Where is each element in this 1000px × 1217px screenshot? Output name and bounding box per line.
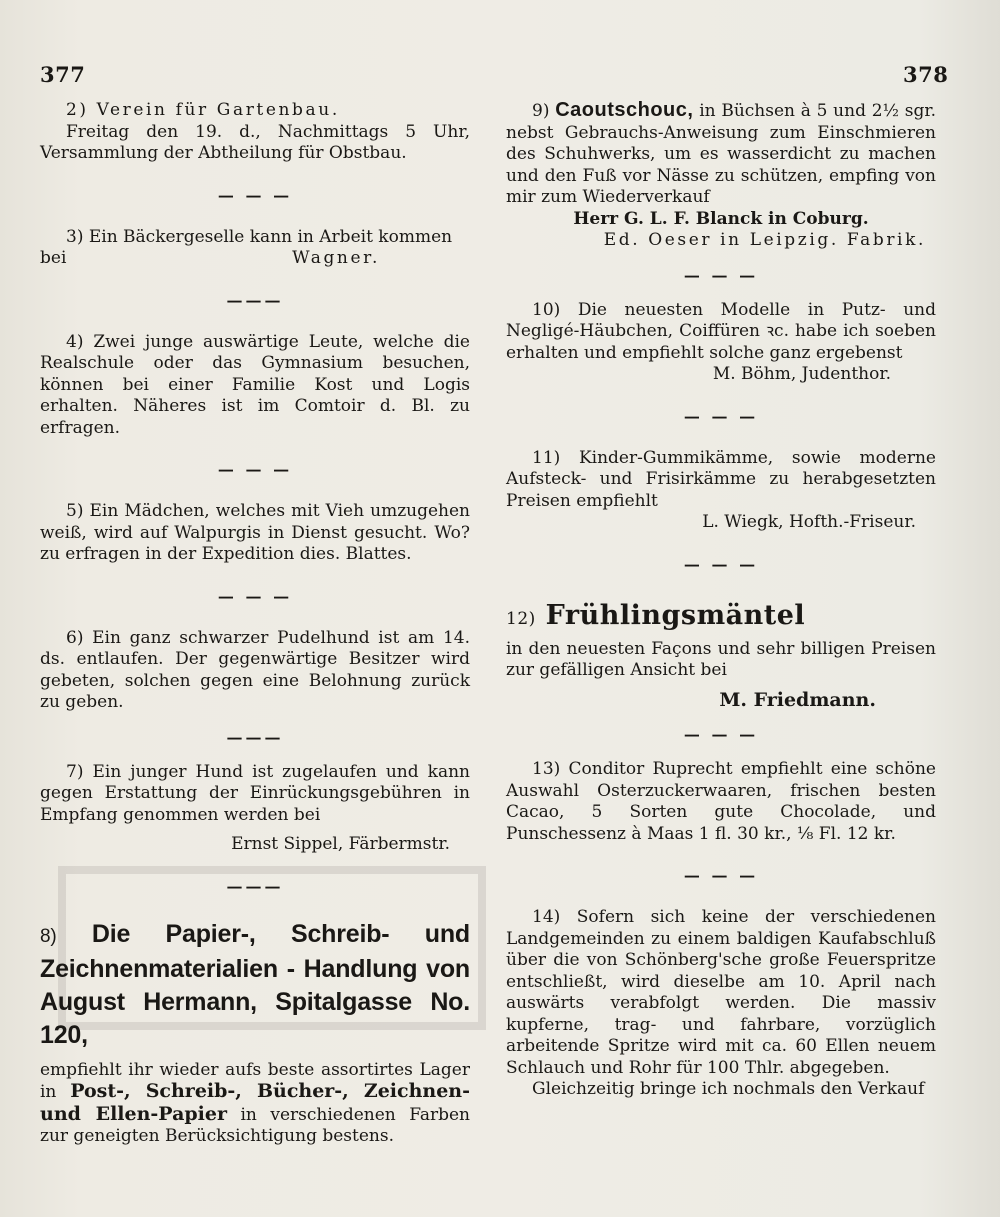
ad-4-kost-logis [40, 332, 470, 440]
separator: — — — [217, 185, 293, 205]
ad-9-text: in Büchsen à 5 und 2½ sgr. nebst Gebrauchs-Anweisung zum Einschmieren des Schuhwerks, um es wasserdicht zu machen und den Fuß vor Nässe zu schützen, empfing von mir zum Wiederverkauf [506, 101, 936, 207]
ad-12-fruehlingsmaentel [506, 596, 936, 712]
separator: — — — [683, 554, 759, 574]
ad-3-baecker [40, 227, 470, 270]
ad-9-maker: Ed. Oeser in Leipzig. Fabrik. [603, 230, 926, 250]
ad-2-text: Freitag den 19. d., Nachmittags 5 Uhr, Versammlung der Abtheilung für Obstbau. [40, 121, 470, 163]
ad-13-text: 13) Conditor Ruprecht empfiehlt eine schöne Auswahl Osterzuckerwaaren, frischen besten Cacao, 5 Sorten gute Chocolade, und Punschessenz à Maas 1 fl. 30 kr., ⅛ Fl. 12 kr. [506, 759, 936, 844]
ad-3-bei: bei [40, 248, 67, 268]
ad-8-text-1: empfiehlt ihr wieder aufs beste assortirtes Lager in [40, 1059, 470, 1102]
ad-5-text: 5) Ein Mädchen, welches mit Vieh umzugehen weiß, wird auf Walpurgis in Dienst gesucht. Wo? zu erfragen in der Expedition dies. Blattes. [40, 501, 470, 564]
ad-9-number: 9) [532, 101, 550, 121]
ad-10-name: M. Böhm, Judenthor. [712, 364, 891, 384]
ad-11-text: 11) Kinder-Gummikämme, sowie moderne Aufsteck- und Frisirkämme zu herabgesetzten Preisen empfiehlt [506, 447, 936, 511]
right-column [506, 100, 936, 1101]
ad-8-papierhandlung [40, 918, 470, 1148]
ad-6-text: 6) Ein ganz schwarzer Pudelhund ist am 14. ds. entlaufen. Der gegenwärtige Besitzer wird gebeten, solchen gegen eine Belohnung zurück zu geben. [40, 627, 470, 712]
separator: — — — [683, 725, 759, 744]
ad-12-name: M. Friedmann. [719, 688, 876, 711]
separator: ——— [226, 727, 284, 747]
separator: — — — [683, 866, 759, 885]
ad-11-name: L. Wiegk, Hofth.-Friseur. [702, 512, 916, 532]
ad-3-name: Wagner. [292, 248, 380, 268]
ad-14-feuerspritze [506, 907, 936, 1101]
ad-12-text: in den neuesten Façons und sehr billigen Preisen zur gefälligen Ansicht bei [506, 638, 936, 680]
ad-14-text-2: Gleichzeitig bringe ich nochmals den Verkauf [532, 1079, 925, 1099]
ad-12-headline: Frühlingsmäntel [545, 599, 806, 631]
ad-2-gartenbau [40, 100, 470, 165]
ad-14-text: 14) Sofern sich keine der verschiedenen Landgemeinden zu einem baldigen Kaufabschluß über die von Schönberg'sche große Feuerspritze entschließt, wird dieselbe am 10. April nach auswärts verabfolgt werden. Die massiv kupferne, trag- und fahrbare, vorzüglich arbeitende Spritze wird mit ca. 60 Ellen neuem Schlauch und Rohr für 100 Thlr. abgegeben. [506, 907, 936, 1078]
separator: — — — [683, 406, 759, 426]
separator: ——— [226, 290, 284, 310]
ad-9-agent: Herr G. L. F. Blanck in Coburg. [573, 208, 869, 229]
ad-7-text: 7) Ein junger Hund ist zugelaufen und kann gegen Erstattung der Einrückungsgebühren in Empfang genommen werden bei [40, 761, 470, 825]
left-column [40, 100, 470, 1148]
ad-10-text: 10) Die neuesten Modelle in Putz- und Negligé-Häubchen, Coiffüren ꝛc. habe ich soeben erhalten und empfiehlt solche ganz ergebenst [506, 299, 936, 363]
separator: ——— [226, 876, 284, 896]
ad-13-conditor [506, 759, 936, 845]
ad-7-name: Ernst Sippel, Färbermstr. [231, 834, 450, 854]
ad-4-text: 4) Zwei junge auswärtige Leute, welche die Realschule oder das Gymnasium besuchen, können bei einer Familie Kost und Logis erhalten. Näheres ist im Comtoir d. Bl. zu erfragen. [40, 331, 470, 438]
ad-3-text: 3) Ein Bäckergeselle kann in Arbeit kommen [66, 226, 453, 247]
separator: — — — [217, 586, 293, 606]
separator: — — — [217, 460, 293, 479]
ad-8-paper-types: Post-, Schreib-, Bücher-, Zeichnen- und Ellen-Papier [40, 1080, 471, 1125]
ad-10-modelle [506, 300, 936, 386]
page-number-left: 377 [40, 62, 86, 87]
ad-11-kaemme [506, 448, 936, 534]
ad-8-text-2: in verschiedenen Farben zur geneigten Berücksichtigung bestens. [40, 1104, 470, 1146]
ad-6-pudelhund [40, 628, 470, 714]
separator: — — — [683, 265, 759, 285]
ad-2-heading: 2) Verein für Gartenbau. [66, 100, 340, 120]
ad-8-number: 8) [40, 925, 57, 947]
ad-9-caoutschouc [506, 100, 936, 252]
ad-9-product: Caoutschouc, [555, 99, 694, 121]
ad-7-hund [40, 762, 470, 856]
ad-12-number: 12) [506, 608, 536, 629]
ad-5-maedchen [40, 501, 470, 566]
ad-8-headline: Die Papier-, Schreib- und Zeichnenmaterialien - Handlung von August Hermann, Spitalgasse No. 120, [40, 919, 471, 1049]
page-number-right: 378 [903, 62, 949, 87]
